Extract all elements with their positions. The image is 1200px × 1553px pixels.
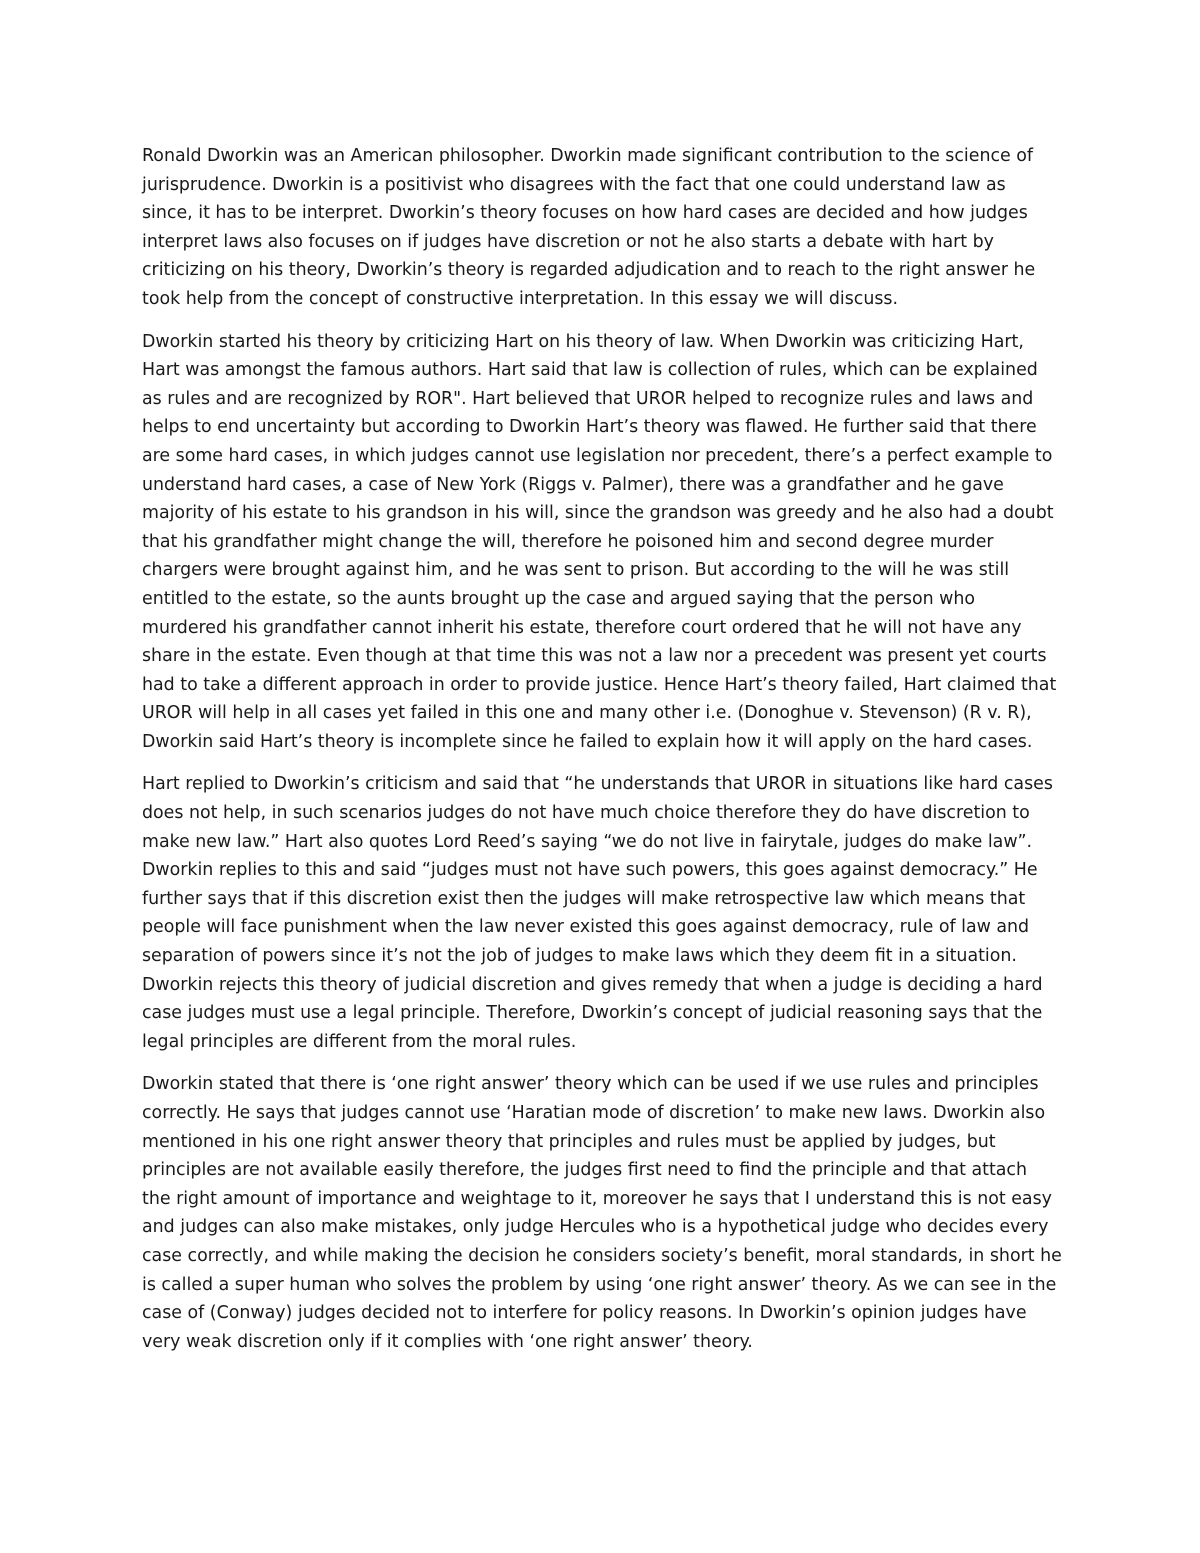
paragraph-line: Hart was amongst the famous authors. Hart said that law is collection of rules, which can be explained <box>142 360 1038 381</box>
paragraph-line: separation of powers since it’s not the job of judges to make laws which they deem fit in a situation. <box>142 946 1017 967</box>
paragraph-line: mentioned in his one right answer theory that principles and rules must be applied by judges, but <box>142 1131 996 1152</box>
paragraph-line: Dworkin said Hart’s theory is incomplete since he failed to explain how it will apply on the hard cases. <box>142 731 1033 752</box>
paragraph-spacer <box>142 756 1062 770</box>
paragraph-line: case judges must use a legal principle. Therefore, Dworkin’s concept of judicial reasoning says that the <box>142 1003 1043 1024</box>
paragraph-line: took help from the concept of constructive interpretation. In this essay we will discuss. <box>142 288 899 309</box>
paragraph-line: understand hard cases, a case of New York (Riggs v. Palmer), there was a grandfather and he gave <box>142 474 1004 495</box>
document-body <box>142 142 1062 1356</box>
paragraph-line: Dworkin started his theory by criticizing Hart on his theory of law. When Dworkin was criticizing Hart, <box>142 331 1024 352</box>
paragraph <box>142 770 1062 1056</box>
paragraph-line: Dworkin rejects this theory of judicial discretion and gives remedy that when a judge is deciding a hard <box>142 974 1043 995</box>
paragraph-line: legal principles are different from the moral rules. <box>142 1031 577 1052</box>
paragraph-line: Hart replied to Dworkin’s criticism and said that “he understands that UROR in situations like hard cases <box>142 774 1053 795</box>
paragraph-line: case of (Conway) judges decided not to interfere for policy reasons. In Dworkin’s opinion judges have <box>142 1303 1027 1324</box>
paragraph-line: that his grandfather might change the will, therefore he poisoned him and second degree murder <box>142 531 994 552</box>
paragraph-line: are some hard cases, in which judges cannot use legislation nor precedent, there’s a perfect example to <box>142 445 1053 466</box>
paragraph-line: further says that if this discretion exist then the judges will make retrospective law which means that <box>142 888 1026 909</box>
paragraph-line: jurisprudence. Dworkin is a positivist who disagrees with the fact that one could understand law as <box>142 174 1006 195</box>
paragraph-line: as rules and are recognized by ROR". Hart believed that UROR helped to recognize rules and laws and <box>142 388 1034 409</box>
paragraph-line: majority of his estate to his grandson in his will, since the grandson was greedy and he also had a doubt <box>142 503 1054 524</box>
paragraph-spacer <box>142 1056 1062 1070</box>
paragraph-line: make new law.” Hart also quotes Lord Reed’s saying “we do not live in fairytale, judges do make law”. <box>142 831 1033 852</box>
paragraph <box>142 142 1062 314</box>
paragraph-line: had to take a different approach in order to provide justice. Hence Hart’s theory failed, Hart claimed that <box>142 674 1057 695</box>
paragraph-line: helps to end uncertainty but according to Dworkin Hart’s theory was flawed. He further said that there <box>142 417 1037 438</box>
paragraph-line: since, it has to be interpret. Dworkin’s theory focuses on how hard cases are decided and how judges <box>142 203 1028 224</box>
paragraph-line: chargers were brought against him, and he was sent to prison. But according to the will he was still <box>142 560 1010 581</box>
paragraph-line: share in the estate. Even though at that time this was not a law nor a precedent was present yet courts <box>142 646 1047 667</box>
paragraph-line: Dworkin replies to this and said “judges must not have such powers, this goes against democracy.” He <box>142 860 1038 881</box>
paragraph <box>142 1070 1062 1356</box>
paragraph-line: interpret laws also focuses on if judges have discretion or not he also starts a debate with hart by <box>142 231 994 252</box>
paragraph-line: very weak discretion only if it complies with ‘one right answer’ theory. <box>142 1331 753 1352</box>
paragraph-line: correctly. He says that judges cannot use ‘Haratian mode of discretion’ to make new laws. Dworkin also <box>142 1103 1046 1123</box>
paragraph-spacer <box>142 314 1062 328</box>
paragraph-line: does not help, in such scenarios judges do not have much choice therefore they do have discretion to <box>142 803 1030 824</box>
paragraph-line: criticizing on his theory, Dworkin’s theory is regarded adjudication and to reach to the right answer he <box>142 260 1036 281</box>
paragraph-line: the right amount of importance and weightage to it, moreover he says that I understand this is not easy <box>142 1188 1052 1209</box>
paragraph-line: UROR will help in all cases yet failed in this one and many other i.e. (Donoghue v. Stevenson) (R v. R), <box>142 703 1032 724</box>
paragraph-line: case correctly, and while making the decision he considers society’s benefit, moral standards, in short he <box>142 1245 1062 1266</box>
paragraph <box>142 328 1062 757</box>
paragraph-line: people will face punishment when the law never existed this goes against democracy, rule of law and <box>142 917 1030 938</box>
paragraph-line: is called a super human who solves the problem by using ‘one right answer’ theory. As we can see in the <box>142 1274 1057 1295</box>
paragraph-line: murdered his grandfather cannot inherit his estate, therefore court ordered that he will not have any <box>142 617 1022 638</box>
paragraph-line: and judges can also make mistakes, only judge Hercules who is a hypothetical judge who decides every <box>142 1217 1049 1238</box>
paragraph-line: entitled to the estate, so the aunts brought up the case and argued saying that the person who <box>142 588 976 609</box>
paragraph-line: Dworkin stated that there is ‘one right answer’ theory which can be used if we use rules and principles <box>142 1074 1039 1095</box>
paragraph-line: principles are not available easily therefore, the judges first need to find the principle and that attach <box>142 1160 1028 1181</box>
paragraph-line: Ronald Dworkin was an American philosopher. Dworkin made significant contribution to the science of <box>142 146 1034 166</box>
